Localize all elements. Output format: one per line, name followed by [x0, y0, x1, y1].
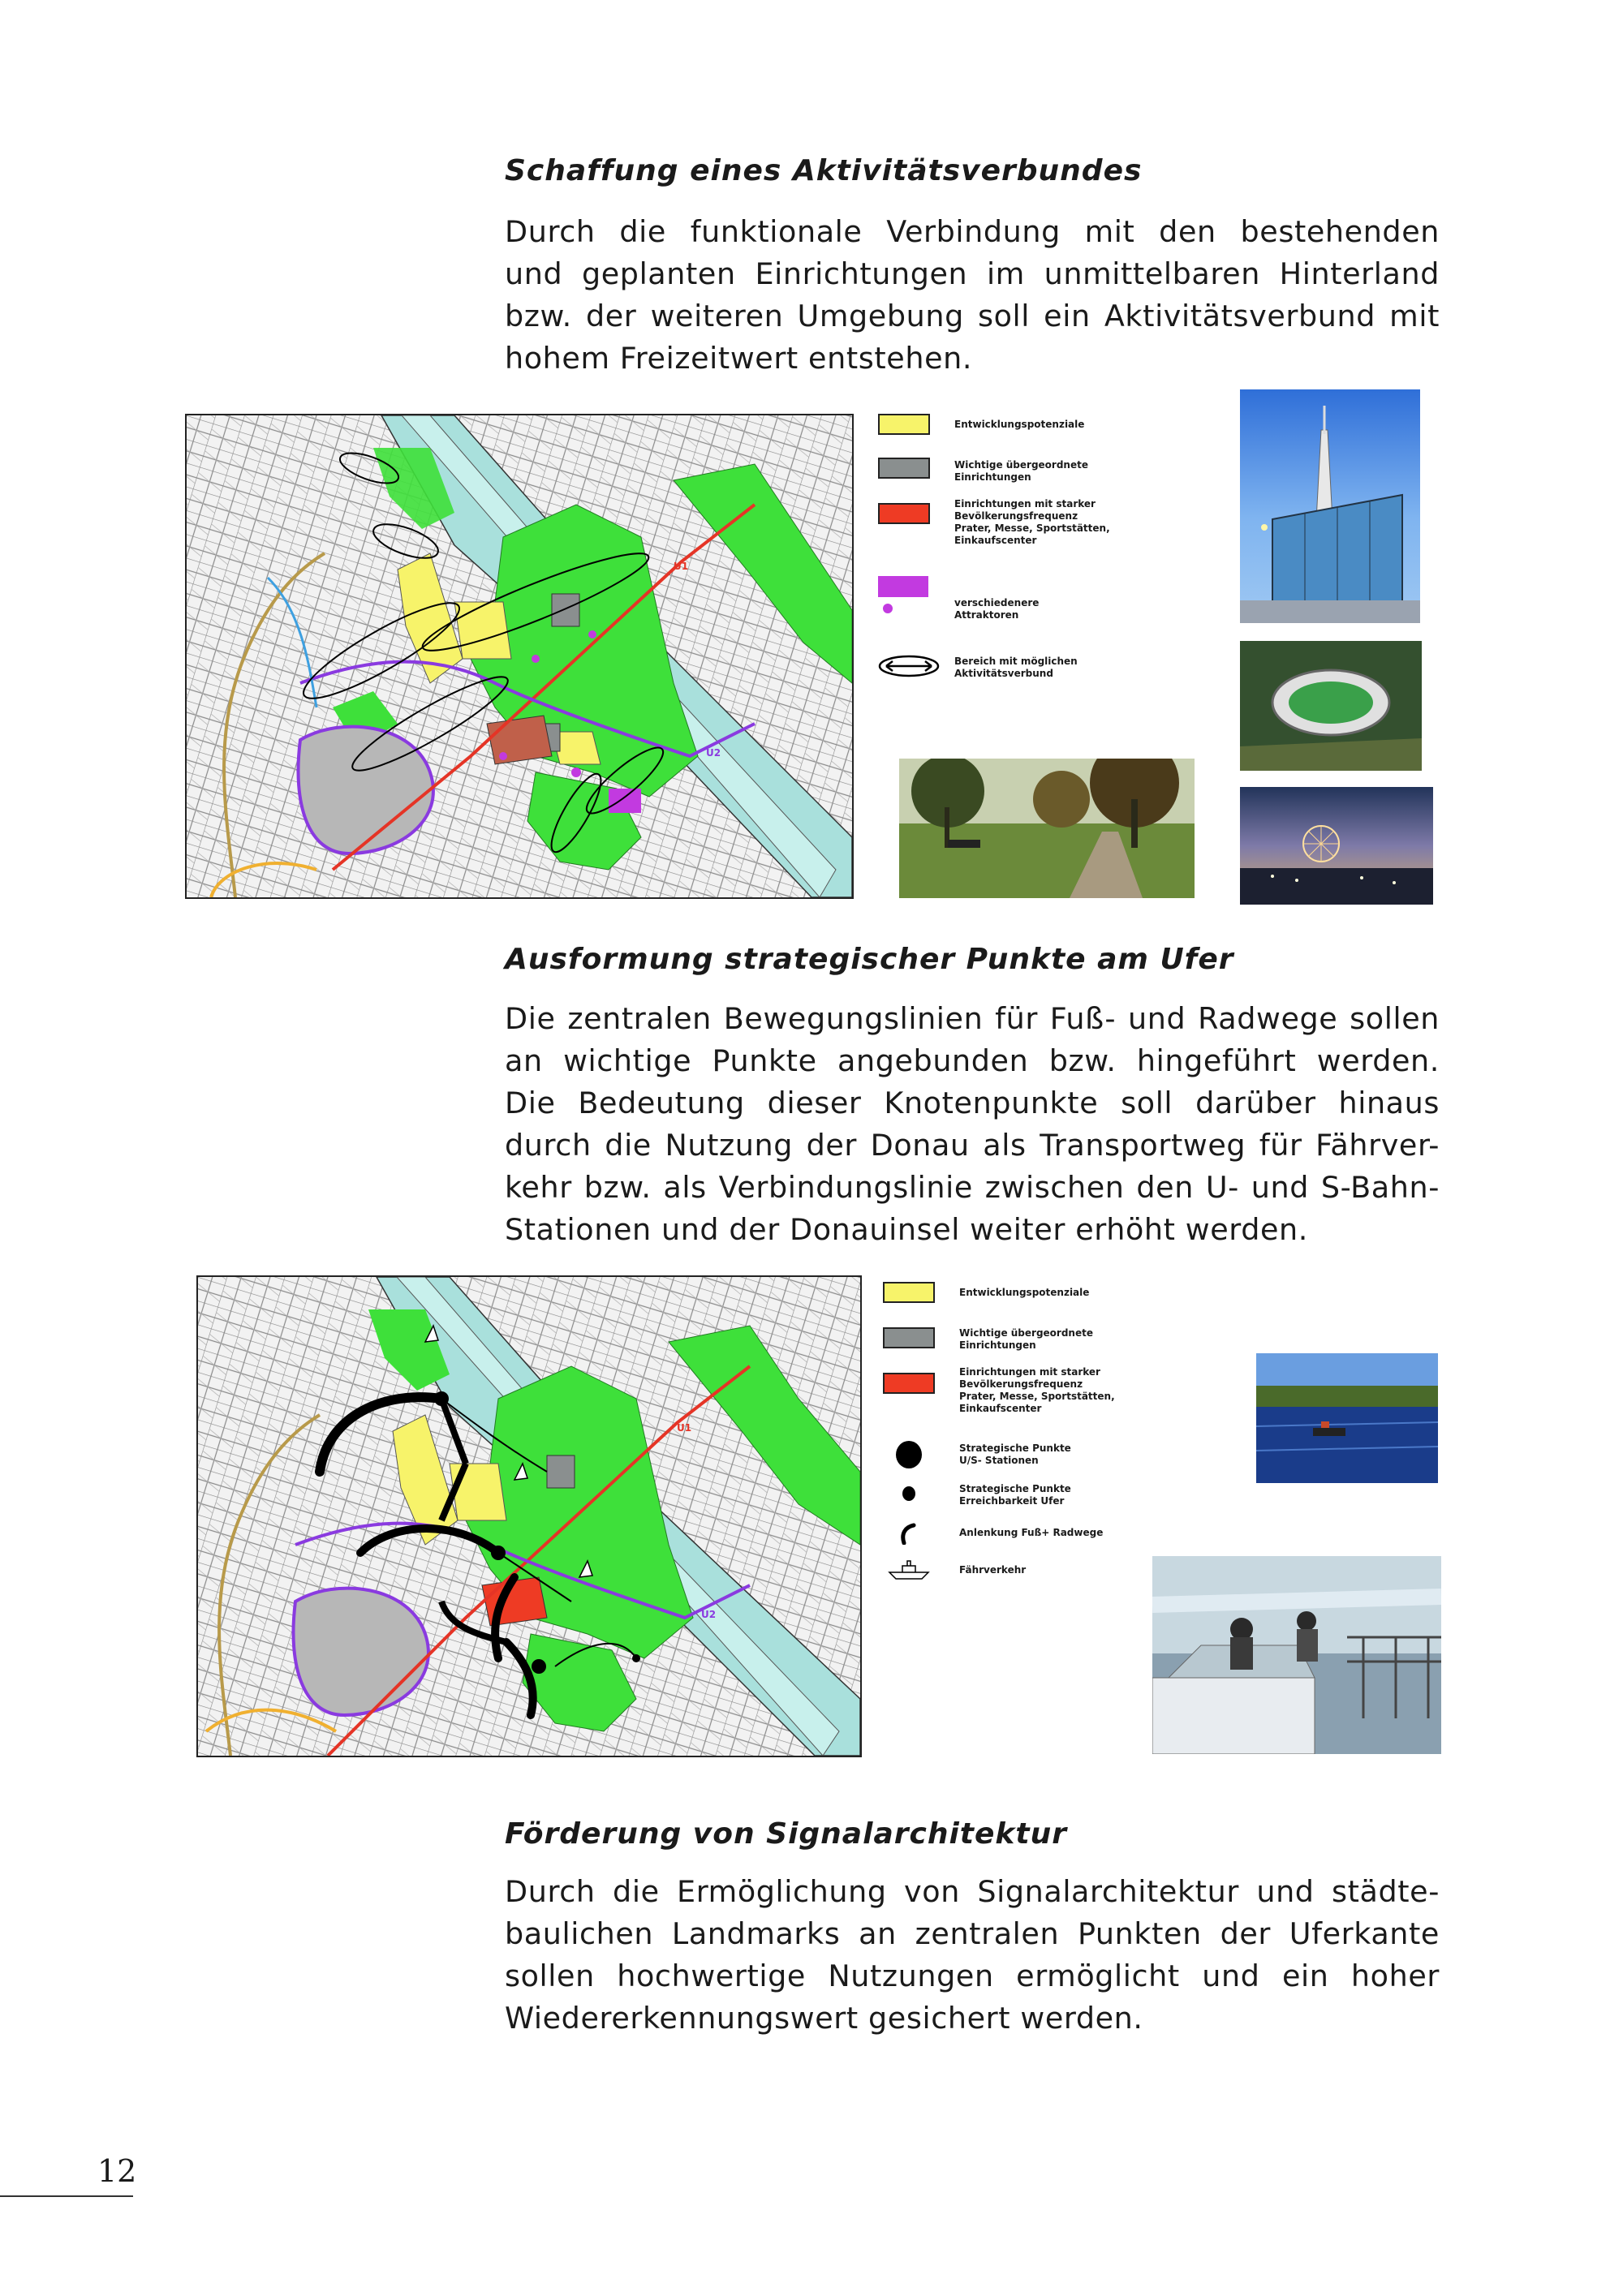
legend-label: verschiedenere Attraktoren	[954, 597, 1040, 621]
text-line: und geplanten Einrichtungen im unmittelbaren Hinterland	[505, 256, 1440, 291]
legend-label: Entwicklungspotenziale	[954, 419, 1085, 430]
legend-item	[878, 458, 1088, 483]
legend-label: Bereich mit möglichen Aktivitätsverbund	[954, 656, 1078, 679]
paragraph-signalarchitektur	[505, 1871, 1440, 2040]
legend-swatch-yellow	[883, 1282, 935, 1303]
legend-label: Strategische Punkte Erreichbarkeit Ufer	[959, 1483, 1071, 1507]
map-strategische-punkte	[196, 1275, 862, 1757]
legend-item	[883, 1441, 1071, 1468]
text-line: Durch die funktionale Verbindung mit den bestehenden	[505, 214, 1440, 249]
photo-stadium	[1240, 641, 1422, 771]
legend-swatch-grey	[878, 458, 930, 479]
photo-tower-building	[1240, 389, 1420, 623]
legend-item	[883, 1366, 1115, 1414]
photo-ferris-wheel	[1240, 787, 1433, 905]
ferry-ship-icon	[883, 1558, 935, 1582]
legend-item	[883, 1558, 1027, 1582]
legend-label: Einrichtungen mit starker Bevölkerungsfrequenz Prater, Messe, Sportstätten, Einkaufscenter	[954, 498, 1110, 546]
paragraph-aktivitaetsverbund	[505, 211, 1440, 380]
text-line: an wichtige Punkte angebunden bzw. hingeführt werden.	[505, 1043, 1440, 1078]
legend-label: Wichtige übergeordnete Einrichtungen	[959, 1327, 1093, 1351]
paragraph-strategische-punkte	[505, 998, 1440, 1251]
u1-label-map2: U1	[677, 1422, 692, 1434]
legend-item	[878, 498, 1110, 546]
legend-label: Wichtige übergeordnete Einrichtungen	[954, 459, 1088, 483]
text-line: Die zentralen Bewegungslinien für Fuß- und Radwege sollen	[505, 1001, 1440, 1036]
page-number: 12	[97, 2153, 137, 2189]
text-line: hohem Freizeitwert entstehen.	[505, 341, 973, 376]
u2-label: U2	[706, 747, 721, 759]
legend-item	[883, 1282, 1090, 1303]
text-line: baulichen Landmarks an zentralen Punkten der Uferkante	[505, 1916, 1440, 1951]
hook-arrow-icon	[883, 1520, 935, 1545]
photo-ferry-deck	[1152, 1556, 1441, 1754]
legend-label: Entwicklungspotenziale	[959, 1287, 1090, 1298]
text-line: Stationen und der Donauinsel weiter erhöht werden.	[505, 1212, 1308, 1247]
legend-label: Einrichtungen mit starker Bevölkerungsfrequenz Prater, Messe, Sportstätten, Einkaufscenter	[959, 1366, 1115, 1414]
page-number-rule	[0, 2195, 133, 2197]
legend-item	[878, 576, 1040, 621]
photo-danube-boat	[1256, 1353, 1438, 1483]
legend-swatch-red	[878, 503, 930, 524]
text-line: sollen hochwertige Nutzungen ermöglicht und ein hoher	[505, 1958, 1440, 1993]
text-line: durch die Nutzung der Donau als Transportweg für Fährver-	[505, 1128, 1440, 1163]
photo-park-alley	[899, 759, 1195, 898]
big-dot-icon	[883, 1441, 935, 1468]
double-arrow-icon	[878, 654, 940, 678]
legend-swatch-red	[883, 1373, 935, 1394]
u1-label: U1	[674, 561, 689, 572]
small-dot-icon	[883, 1483, 935, 1503]
legend-swatch-purple	[878, 576, 930, 615]
legend-swatch-grey	[883, 1327, 935, 1348]
legend-label: Fährverkehr	[959, 1564, 1027, 1576]
text-line: Wiedererkennungswert gesichert werden.	[505, 2001, 1143, 2036]
legend-map-1	[878, 414, 1186, 690]
legend-item	[878, 654, 1078, 679]
text-line: Durch die Ermöglichung von Signalarchitektur und städte-	[505, 1874, 1440, 1909]
u2-label-map2: U2	[701, 1609, 717, 1620]
legend-map-2	[883, 1282, 1191, 1590]
heading-strategische-punkte: Ausformung strategischer Punkte am Ufer	[505, 943, 1234, 976]
heading-aktivitaetsverbund: Schaffung eines Aktivitätsverbundes	[505, 154, 1143, 187]
text-line: kehr bzw. als Verbindungslinie zwischen den U- und S-Bahn-	[505, 1170, 1440, 1205]
legend-item	[878, 414, 1085, 435]
legend-item	[883, 1327, 1093, 1351]
text-line: bzw. der weiteren Umgebung soll ein Aktivitätsverbund mit	[505, 299, 1440, 333]
map-aktivitaetsverbund	[185, 414, 854, 899]
legend-label: Anlenkung Fuß+ Radwege	[959, 1527, 1104, 1538]
legend-item	[883, 1483, 1071, 1507]
legend-label: Strategische Punkte U/S- Stationen	[959, 1443, 1071, 1466]
text-line: Die Bedeutung dieser Knotenpunkte soll darüber hinaus	[505, 1086, 1440, 1120]
heading-signalarchitektur: Förderung von Signalarchitektur	[505, 1817, 1067, 1851]
legend-item	[883, 1520, 1104, 1545]
legend-swatch-yellow	[878, 414, 930, 435]
